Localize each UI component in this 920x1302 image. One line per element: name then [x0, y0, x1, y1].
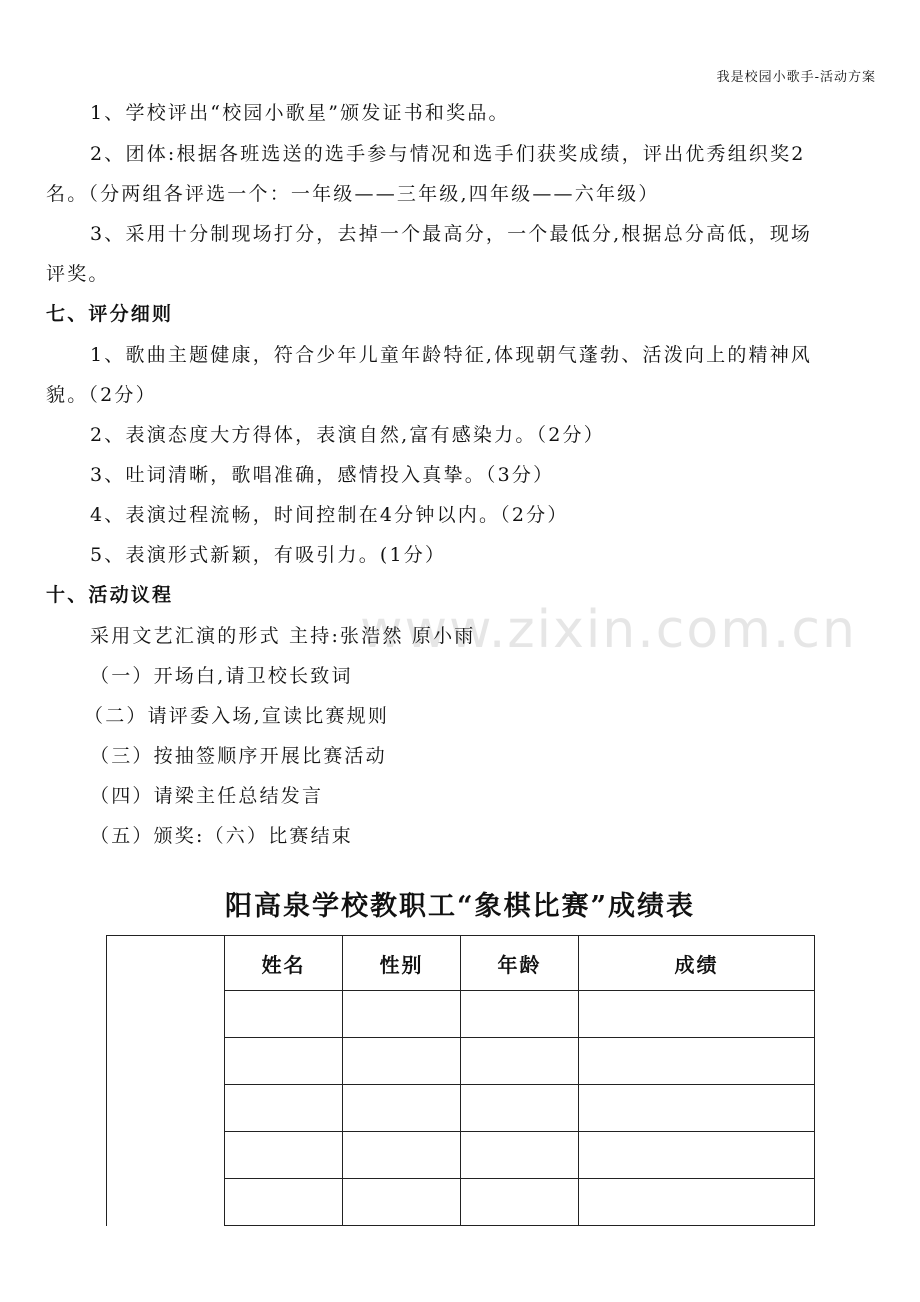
column-header-gender: 性别 [343, 936, 461, 991]
text-line: 2、团体:根据各班选送的选手参与情况和选手们获奖成绩，评出优秀组织奖2 [90, 143, 806, 165]
text-line: 评奖。 [46, 263, 110, 285]
text-line: 1、歌曲主题健康，符合少年儿童年龄特征,体现朝气蓬勃、活泼向上的精神风 [90, 344, 813, 366]
table-cell [579, 1085, 815, 1132]
table-cell [461, 991, 579, 1038]
agenda-item: （五）颁奖:（六）比赛结束 [90, 825, 354, 847]
agenda-item: （二）请评委入场,宣读比赛规则 [84, 705, 390, 727]
text-line: 2、表演态度大方得体，表演自然,富有感染力。（2分） [90, 424, 605, 446]
page-header: 我是校园小歌手-活动方案 [716, 70, 876, 85]
column-header-age: 年龄 [461, 936, 579, 991]
table-title: 阳高泉学校教职工“象棋比赛”成绩表 [224, 891, 696, 922]
text-line: 貌。（2分） [46, 384, 157, 406]
section-heading: 七、评分细则 [46, 303, 174, 325]
table-cell [461, 1179, 579, 1226]
text-line: 名。（分两组各评选一个：一年级——三年级,四年级——六年级） [46, 183, 660, 205]
table-cell [225, 1085, 343, 1132]
text-line: 1、学校评出“校园小歌星”颁发证书和奖品。 [90, 102, 510, 124]
text-line: 3、吐词清晰，歌唱准确，感情投入真挚。（3分） [90, 464, 555, 486]
agenda-item: （一）开场白,请卫校长致词 [90, 665, 353, 687]
table-cell [343, 1085, 461, 1132]
section-heading: 十、活动议程 [46, 584, 174, 606]
text-line: 5、表演形式新颖，有吸引力。(1分） [90, 544, 447, 566]
table-cell [225, 1179, 343, 1226]
agenda-item: （三）按抽签顺序开展比赛活动 [90, 745, 387, 767]
table-cell [343, 1038, 461, 1085]
column-header-name: 姓名 [225, 936, 343, 991]
table-cell [579, 1038, 815, 1085]
table-cell [343, 1179, 461, 1226]
table-cell [343, 991, 461, 1038]
text-line: 3、采用十分制现场打分，去掉一个最高分，一个最低分,根据总分高低，现场 [90, 223, 813, 245]
agenda-item: （四）请梁主任总结发言 [90, 785, 324, 807]
table-cell [225, 1132, 343, 1179]
column-header-score: 成绩 [579, 936, 815, 991]
table-header-row [107, 936, 815, 991]
table-cell [461, 1132, 579, 1179]
watermark: www.zixin.com.cn [360, 600, 857, 660]
table-cell [579, 1132, 815, 1179]
score-table [106, 935, 815, 1226]
side-column-cell [107, 936, 225, 1226]
text-line: 4、表演过程流畅，时间控制在4分钟以内。（2分） [90, 504, 569, 526]
table-cell [461, 1038, 579, 1085]
table-cell [579, 1179, 815, 1226]
table-cell [343, 1132, 461, 1179]
table-cell [461, 1085, 579, 1132]
table-cell [579, 991, 815, 1038]
text-line: 采用文艺汇演的形式 主持:张浩然 原小雨 [90, 625, 476, 647]
table-cell [225, 1038, 343, 1085]
table-cell [225, 991, 343, 1038]
